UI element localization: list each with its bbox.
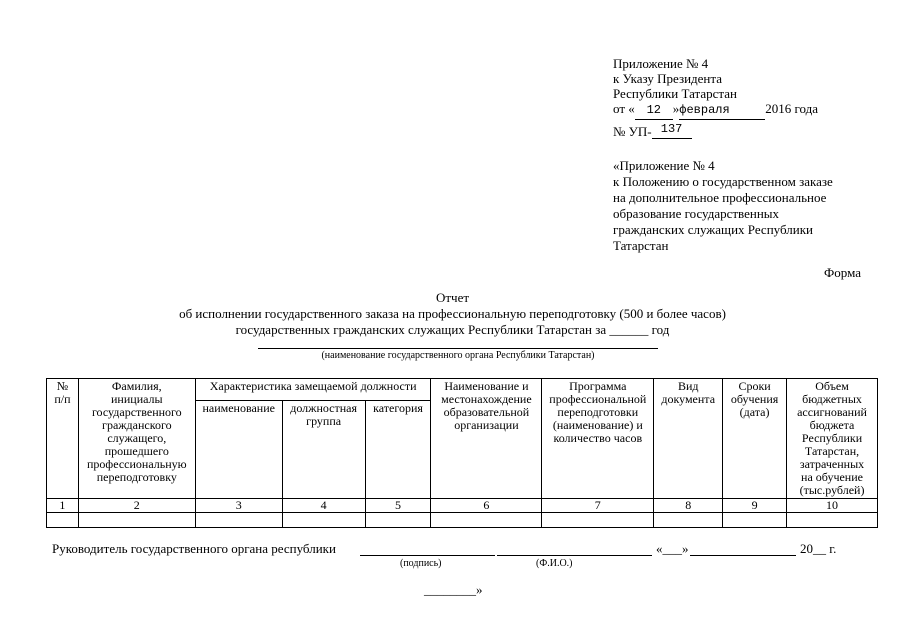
table-cell [431,513,542,528]
header-position-name: наименование [195,401,282,499]
authority-caption: (наименование государственного органа Республики Татарстан) [321,350,595,361]
header-organization: Наименование и местонахождение образовательной организации [431,379,542,499]
column-number: 9 [723,499,787,513]
table-row [47,513,878,528]
number-prefix: № УП- [613,124,652,139]
report-subtitle-1: об исполнении государственного заказа на профессиональную переподготовку (500 и более часов) [179,306,726,321]
regulation-line-3: на дополнительное профессиональное [613,190,827,205]
header-position-group-type: должностная группа [282,401,365,499]
date-year: 2016 года [765,101,819,116]
regulation-line-6: Татарстан [613,238,669,253]
regulation-line-5: гражданских служащих Республики [613,222,813,237]
report-subtitle-2: государственных гражданских служащих Республики Татарстан за ______ год [235,322,670,337]
header-program: Программа профессиональной переподготовки (наименование) и количество часов [542,379,654,499]
closing-mark: ________» [424,582,483,597]
column-number: 8 [654,499,723,513]
footer-date: «___» [656,541,689,556]
header-dates: Сроки обучения (дата) [723,379,787,499]
head-label: Руководитель государственного органа республики [52,541,336,556]
column-number: 6 [431,499,542,513]
header-category: категория [365,401,431,499]
column-number: 2 [78,499,195,513]
header-budget: Объем бюджетных ассигнований бюджета Республики Татарстан, затраченных на обучение (тыс.рублей) [787,379,878,499]
column-number: 7 [542,499,654,513]
table-cell [542,513,654,528]
date-day: 12 [635,103,673,120]
header-position-group: Характеристика замещаемой должности [195,379,431,401]
appendix-line-3: Республики Татарстан [613,86,737,101]
date-month: февраля [679,103,765,120]
number-value: 137 [652,122,692,139]
signature-line [360,555,495,556]
column-number: 1 [47,499,79,513]
footer-year: 20__ г. [800,541,837,556]
appendix-line-1: Приложение № 4 [613,56,709,71]
column-number: 3 [195,499,282,513]
table-cell [365,513,431,528]
name-line [497,555,652,556]
name-caption: (Ф.И.О.) [536,558,573,569]
signature-caption: (подпись) [400,558,442,569]
appendix-number [613,124,692,143]
header-document: Вид документа [654,379,723,499]
table-cell [654,513,723,528]
table-cell [47,513,79,528]
table-cell [78,513,195,528]
appendix-line-2: к Указу Президента [613,71,722,86]
table-number-row [47,499,878,513]
column-number: 10 [787,499,878,513]
table-cell [787,513,878,528]
table-cell [282,513,365,528]
date-prefix: от « [613,101,635,116]
regulation-line-2: к Положению о государственном заказе [613,174,833,189]
header-number: № п/п [47,379,79,499]
column-number: 5 [365,499,431,513]
header-employee: Фамилия, инициалы государственного гражданского служащего, прошедшего профессиональную переподготовку [78,379,195,499]
table-cell [195,513,282,528]
date-mid: » [672,101,680,116]
table-cell [723,513,787,528]
regulation-line-4: образование государственных [613,206,780,221]
table-header-row [47,379,878,401]
form-label: Форма [824,265,861,280]
column-number: 4 [282,499,365,513]
appendix-date [613,101,818,120]
authority-line [258,348,658,349]
report-table [46,378,878,528]
regulation-line-1: «Приложение № 4 [613,158,715,173]
report-title: Отчет [435,290,470,305]
date-line [690,555,796,556]
